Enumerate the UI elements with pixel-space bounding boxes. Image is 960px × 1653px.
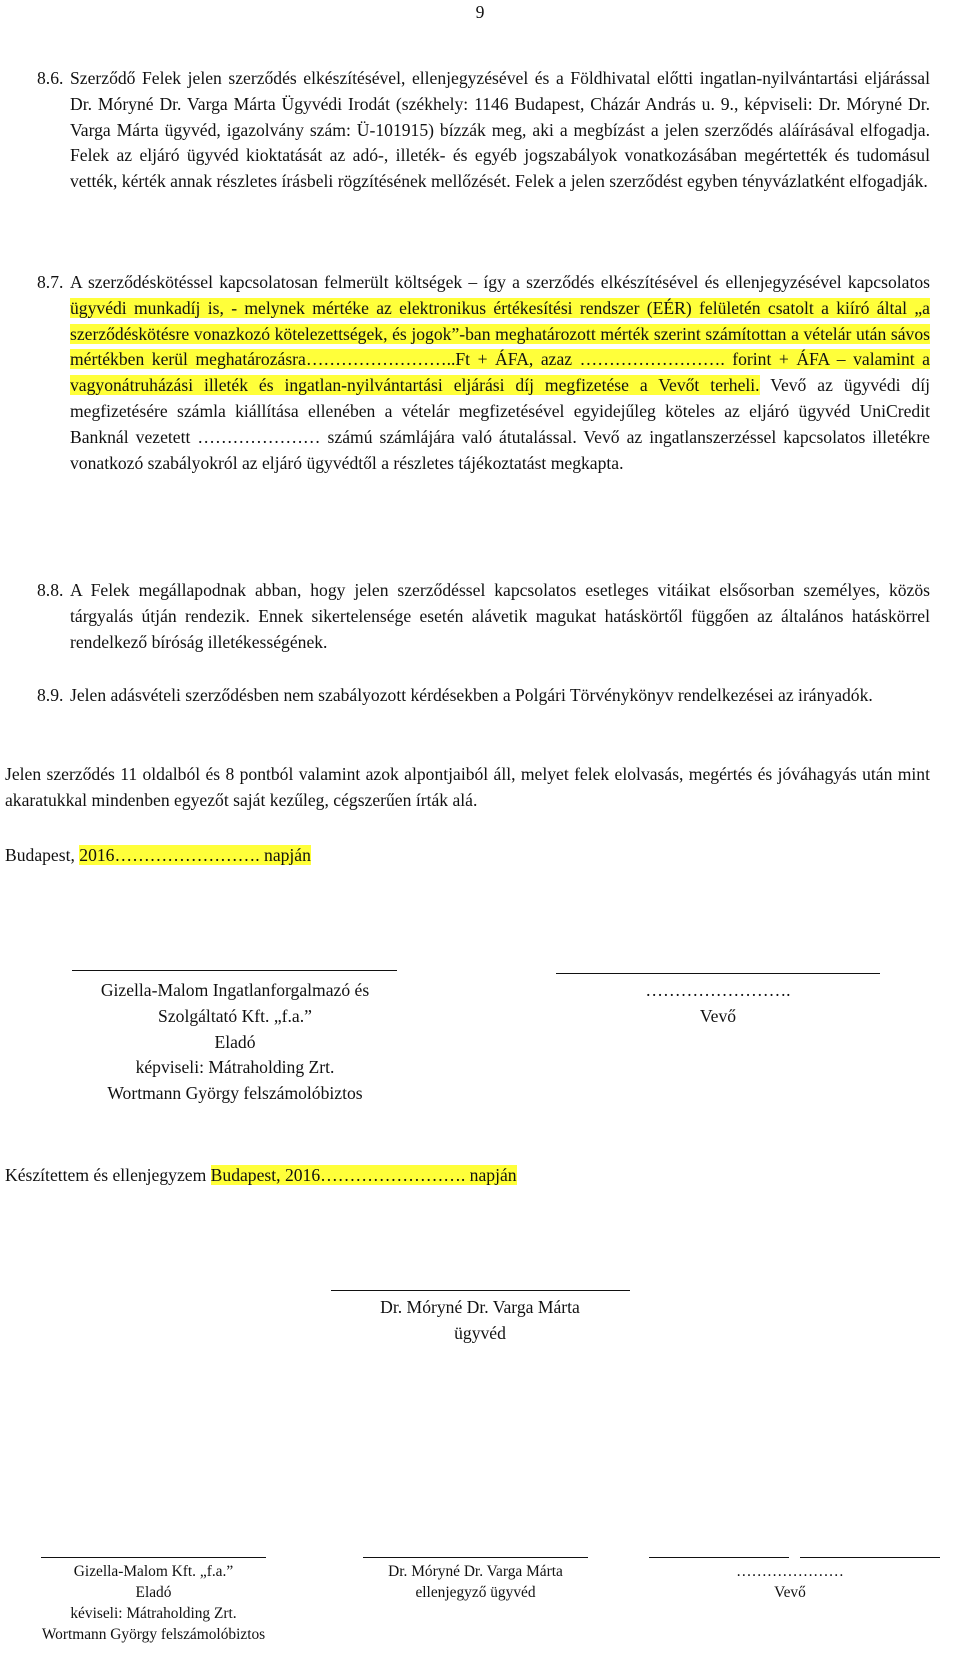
lawyer-name: Dr. Móryné Dr. Varga Márta xyxy=(380,1297,580,1317)
footer-buyer-block xyxy=(690,1561,890,1603)
attestation-line xyxy=(5,1163,930,1189)
footer-buyer-line-left xyxy=(649,1557,789,1558)
section-text: Szerződő Felek jelen szerződés elkészítésével, ellenjegyzésével és a Földhivatal előtti ingatlan-nyilvántartási eljárással Dr. Móryné Dr. Varga Márta Ügyvédi Irodát (székhely: 1146 Budapest, Cházár András u. 9., képviseli: Dr. Móryné Dr. Varga Márta ügyvéd, igazolvány szám: Ü-101915) bízzák meg, aki a megbízást a jelen szerződés aláírásával elfogadja. Felek az eljáró ügyvéd kioktatását az adó-, illeték- és egyéb jogszabályok vonatkozásában megértették és tudomásul vették, kérték annak részletes írásbeli rögzítésének mellőzését. Felek a jelen szerződést egyben tényvázlatként elfogadják. xyxy=(70,68,930,192)
footer-buyer-role: Vevő xyxy=(774,1584,806,1601)
highlighted-text: ügyvédi munkadíj is, - melynek mértéke az elektronikus értékesítési rendszer (EÉR) felületén csatolt a kiíró által „a szerződéskötésre vonazkozó kötelezettségek, és jogok”-ban meghatározott mérték szerint számítottan a vételár után sávos mértékben kerül meghatározásra……………………..Ft + ÁFA, azaz ……………………. forint + ÁFA – valamint a vagyonátruházási illeték és ingatlan-nyilvántartási eljárási díj megfizetése a Vevőt terheli. xyxy=(70,297,930,396)
footer-seller-block xyxy=(20,1561,287,1645)
footer-lawyer-role: ellenjegyző ügyvéd xyxy=(415,1584,536,1601)
footer-seller-role: Eladó xyxy=(135,1584,172,1601)
section-text: A Felek megállapodnak abban, hogy jelen szerződéssel kapcsolatos esetleges vitáikat elsősorban személyes, közös tárgyalás útján rendezik. Ennek sikertelensége esetén alávetik magukat hatáskörtől függően az általános hatáskörrel rendelkező bíróság illetékességének. xyxy=(70,580,930,652)
lawyer-signature-block xyxy=(300,1295,660,1347)
seller-liquidator: Wortmann György felszámolóbiztos xyxy=(107,1083,363,1104)
footer-lawyer-name: Dr. Móryné Dr. Varga Márta xyxy=(388,1563,563,1580)
footer-seller-liquidator: Wortmann György felszámolóbiztos xyxy=(41,1626,266,1643)
seller-signature-line xyxy=(72,970,397,971)
seller-name-line1: Gizella-Malom Ingatlanforgalmazó és xyxy=(100,980,370,1000)
section-8-6 xyxy=(37,66,930,195)
footer-seller-line xyxy=(41,1557,266,1558)
place-date-line xyxy=(5,843,930,869)
text-part: Vevő az ügyvédi díj megfizetésére számla kiállítása ellenében a vételár megfizetésével egyidejűleg köteles az eljáró ügyvéd UniCredit Banknál vezetett ………………… számú számlájára való átutalással. Vevő az ingatlanszerzéssel kapcsolatos illetékre vonatkozó szabályokról az eljáró ügyvédtől a részletes tájékoztatást megkapta. xyxy=(70,375,931,473)
footer-buyer-line-right xyxy=(800,1557,940,1558)
section-number: 8.9. xyxy=(37,685,64,705)
attestation-date-highlight: Budapest, 2016……………………. napján xyxy=(210,1165,517,1185)
section-8-7 xyxy=(37,270,930,476)
footer-lawyer-line xyxy=(363,1557,588,1558)
buyer-signature-line xyxy=(556,973,880,974)
footer-seller-representative: kéviseli: Mátraholding Zrt. xyxy=(70,1605,237,1622)
text-part: A szerződéskötéssel kapcsolatosan felmerült költségek – így a szerződés elkészítésével és ellenjegyzésével kapcsolatos xyxy=(70,272,930,292)
buyer-role: Vevő xyxy=(699,1005,737,1026)
seller-signature-block xyxy=(30,978,440,1107)
footer-buyer-name: ………………… xyxy=(736,1563,844,1580)
lawyer-signature-line xyxy=(331,1290,630,1291)
buyer-signature-block xyxy=(556,978,880,1030)
attestation-label: Készítettem és ellenjegyzem xyxy=(5,1165,211,1185)
section-text xyxy=(37,270,930,476)
buyer-name: ……………………. xyxy=(645,980,791,1000)
footer-lawyer-block xyxy=(340,1561,611,1603)
closing-paragraph: Jelen szerződés 11 oldalból és 8 pontból valamint azok alpontjaiból áll, melyet felek elolvasás, megértés és jóváhagyás után mint akaratukkal mindenben egyezőt saját kezűleg, cégszerűen írták alá. xyxy=(5,764,930,810)
footer-seller-name: Gizella-Malom Kft. „f.a.” xyxy=(73,1563,234,1580)
section-number: 8.6. xyxy=(37,68,64,88)
lawyer-role: ügyvéd xyxy=(454,1322,506,1343)
seller-name-line2: Szolgáltató Kft. „f.a.” xyxy=(158,1005,312,1026)
section-8-9 xyxy=(37,683,930,709)
seller-role: Eladó xyxy=(214,1031,256,1052)
section-number: 8.8. xyxy=(37,580,64,600)
section-text: Jelen adásvételi szerződésben nem szabályozott kérdésekben a Polgári Törvénykönyv rendelkezései az irányadók. xyxy=(70,685,873,705)
date-highlight: 2016……………………. napján xyxy=(79,845,311,865)
seller-representative: képviseli: Mátraholding Zrt. xyxy=(135,1057,335,1078)
section-number: 8.7. xyxy=(37,272,64,292)
page-number: 9 xyxy=(475,2,485,22)
place-label: Budapest, xyxy=(5,845,80,865)
section-8-8 xyxy=(37,578,930,655)
